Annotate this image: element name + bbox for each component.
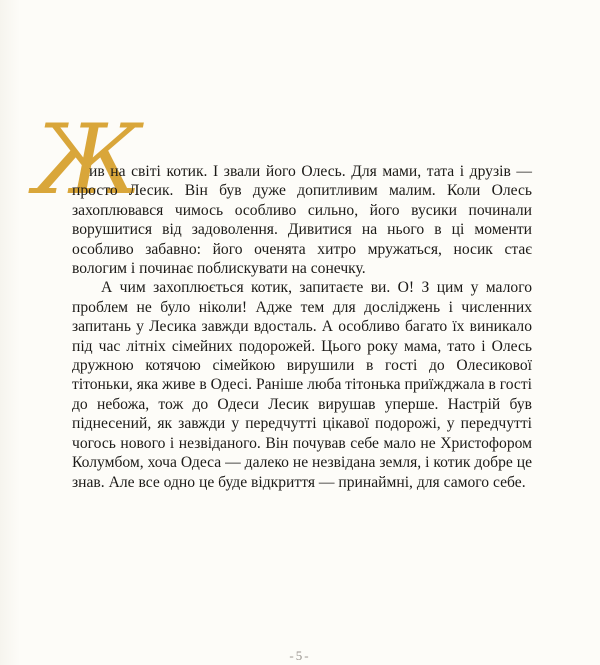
paragraph-2: А чим захоплюється котик, запитаєте ви. О! З цим у малого проблем не було ніколи! Адже тем для досліджень і численних запитань у Лесика завжди вдосталь. А особливо багато їх виникало під час літніх сімейних подорожей. Цього року мама, тато і Олесь дружною котячою сімейкою вирушили в гості до Олесикової тітоньки, яка живе в Одесі. Раніше люба тітонька приїжджала в гості до небожа, тож до Одеси Лесик вирушав уперше. Настрій був піднесений, як завжди у передчутті цікавої подорожі, у передчутті чогось нового і незвіданого. Він почував себе мало не Христофором Колумбом, хоча Одеса — далеко не незвідана земля, і котик добре це знав. Але все одно це буде відкриття — принаймні, для самого себе. [72,279,532,491]
story-text [72,162,532,492]
drop-cap-letter: Ж [34,104,142,216]
paragraph-1: ив на світі котик. І звали його Олесь. Для мами, тата і друзів — просто Лесик. Він був дуже допитливим малим. Коли Олесь захоплювався чимось особливо сильно, його вусики починали ворушитися від задоволення. Дивитися на нього в ці моменти особливо забавно: його оченята хитро мружаться, носик стає вологим і починає поблискувати на сонечку. [72,163,532,278]
page-number: -5- [289,648,311,663]
